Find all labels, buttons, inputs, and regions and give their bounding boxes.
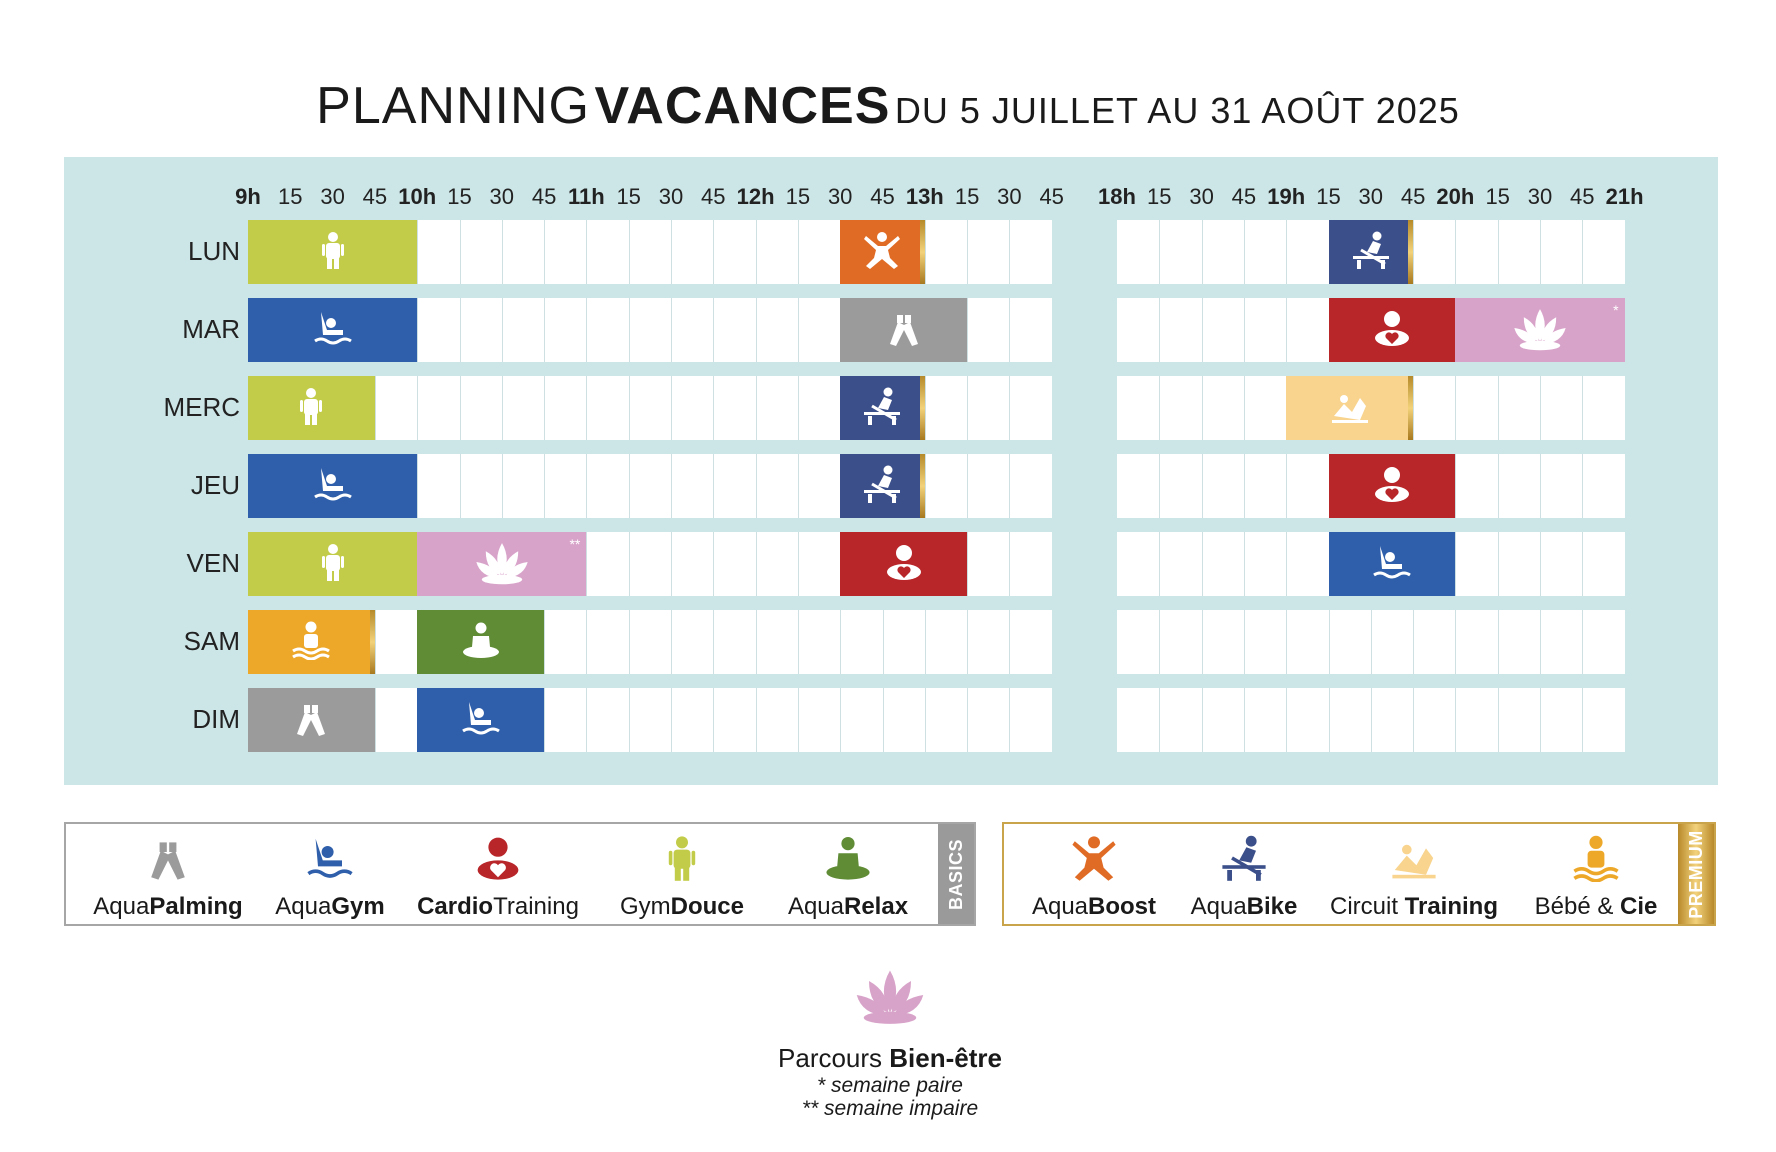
slot-divider	[1009, 688, 1010, 752]
activity-block-gymdouce[interactable]	[248, 376, 375, 440]
activity-block-aquapalming[interactable]	[840, 298, 967, 362]
slot-divider	[1413, 220, 1414, 284]
slot-divider	[1498, 688, 1499, 752]
slot-divider	[671, 298, 672, 362]
baby-icon	[1572, 834, 1620, 887]
time-label: 45	[362, 184, 388, 209]
slot-divider	[1540, 454, 1541, 518]
activity-block-bebecie[interactable]	[248, 610, 375, 674]
activity-block-bienetre[interactable]	[417, 532, 586, 596]
slot-divider	[586, 532, 587, 596]
slot-divider	[756, 220, 757, 284]
slot-divider	[1498, 532, 1499, 596]
bike-icon	[862, 386, 902, 431]
slot-divider	[1540, 688, 1541, 752]
premium-marker	[1408, 376, 1413, 440]
legend-basics	[64, 822, 976, 926]
bike-icon	[862, 464, 902, 509]
slot-divider	[713, 532, 714, 596]
slot-divider	[840, 688, 841, 752]
slot-divider	[967, 610, 968, 674]
slot-divider	[586, 454, 587, 518]
time-label: 30	[1189, 184, 1214, 209]
slot-divider	[544, 376, 545, 440]
slot-divider	[1202, 610, 1203, 674]
heart-person-icon	[1372, 464, 1412, 509]
slot-divider	[1244, 298, 1245, 362]
day-label: LUN	[187, 236, 240, 266]
slot-divider	[1498, 454, 1499, 518]
slot-divider	[460, 454, 461, 518]
slot-divider	[1202, 298, 1203, 362]
slot-divider	[544, 610, 545, 674]
slot-divider	[671, 688, 672, 752]
slot-divider	[1286, 298, 1287, 362]
legend-label: AquaBike	[1190, 893, 1298, 920]
legend-bien-etre	[700, 960, 1080, 1120]
slot-divider	[502, 298, 503, 362]
time-label: 30	[1358, 184, 1384, 209]
slot-divider	[1582, 454, 1583, 518]
title-part3: DU 5 JUILLET AU 31 AOÛT 2025	[894, 90, 1460, 131]
premium-marker	[920, 220, 925, 284]
slot-divider	[798, 376, 799, 440]
swimmer-icon	[461, 698, 501, 743]
slot-divider	[629, 454, 630, 518]
slot-divider	[925, 220, 926, 284]
time-label: 30	[997, 184, 1022, 209]
slot-divider	[713, 298, 714, 362]
legend-item	[1329, 834, 1499, 922]
title-part1: PLANNING	[316, 77, 590, 135]
day-label: MERC	[163, 392, 240, 422]
circuit-icon	[1330, 386, 1370, 431]
slot-divider	[1286, 454, 1287, 518]
slot-divider	[1582, 688, 1583, 752]
time-label: 15	[1316, 184, 1341, 209]
time-label: 15	[1485, 184, 1510, 209]
slot-divider	[798, 220, 799, 284]
time-label: 45	[1570, 184, 1595, 209]
time-label: 21h	[1605, 184, 1644, 209]
slot-divider	[1286, 532, 1287, 596]
time-label: 45	[531, 184, 557, 209]
activity-block-aquagym[interactable]	[1329, 532, 1456, 596]
slot-divider	[1455, 688, 1456, 752]
time-label: 15	[278, 184, 303, 209]
premium-marker	[920, 454, 925, 518]
week-mark: **	[569, 536, 581, 552]
time-label: 30	[489, 184, 515, 209]
slot-divider	[756, 688, 757, 752]
slot-divider	[671, 376, 672, 440]
slot-divider	[460, 298, 461, 362]
slot-divider	[1202, 532, 1203, 596]
time-label: 10h	[398, 184, 437, 209]
lotus-icon	[475, 535, 529, 594]
slot-divider	[756, 298, 757, 362]
heart-person-icon	[474, 834, 522, 887]
slot-divider	[586, 298, 587, 362]
week-mark: *	[1613, 302, 1619, 318]
slot-divider	[1329, 610, 1330, 674]
slot-divider	[1582, 376, 1583, 440]
slot-divider	[417, 298, 418, 362]
slot-divider	[798, 532, 799, 596]
slot-divider	[1286, 220, 1287, 284]
slot-divider	[1540, 532, 1541, 596]
activity-block-aquagym[interactable]	[248, 454, 417, 518]
slot-divider	[756, 454, 757, 518]
legend-label: GymDouce	[619, 893, 745, 920]
activity-block-cardiotraining[interactable]	[1329, 454, 1456, 518]
slot-divider	[1202, 220, 1203, 284]
swimmer-icon	[313, 308, 353, 353]
slot-divider	[671, 220, 672, 284]
title-part2: VACANCES	[594, 77, 891, 135]
slot-divider	[713, 376, 714, 440]
slot-divider	[1540, 610, 1541, 674]
legend-label: Bébé & Cie	[1534, 893, 1658, 920]
lotus-icon	[1513, 301, 1567, 360]
time-label: 30	[320, 184, 345, 209]
slot-divider	[586, 220, 587, 284]
slot-divider	[1286, 610, 1287, 674]
slot-divider	[460, 220, 461, 284]
note-odd-week: ** semaine impaire	[801, 1097, 979, 1120]
activity-block-gymdouce[interactable]	[248, 220, 417, 284]
legend-label: AquaGym	[275, 893, 385, 920]
slot-divider	[1244, 454, 1245, 518]
lotus-icon	[700, 960, 1080, 1035]
flippers-icon	[144, 834, 192, 887]
slot-divider	[375, 688, 376, 752]
slot-divider	[1244, 610, 1245, 674]
time-label: 15	[785, 184, 811, 209]
slot-divider	[502, 220, 503, 284]
time-label: 45	[870, 184, 895, 209]
day-label: JEU	[190, 470, 240, 500]
circuit-icon	[1390, 834, 1438, 887]
slot-divider	[671, 532, 672, 596]
slot-divider	[798, 454, 799, 518]
slot-divider	[1159, 376, 1160, 440]
slot-divider	[1244, 220, 1245, 284]
slot-divider	[502, 454, 503, 518]
activity-block-aquabike[interactable]	[1329, 220, 1414, 284]
activity-block-gymdouce[interactable]	[248, 532, 417, 596]
legend-label: AquaBoost	[1031, 893, 1157, 920]
time-label: 9h	[235, 184, 261, 209]
slot-divider	[967, 298, 968, 362]
slot-divider	[671, 610, 672, 674]
slot-divider	[713, 220, 714, 284]
person-icon	[291, 386, 331, 431]
activity-block-aquagym[interactable]	[248, 298, 417, 362]
legend-label: CardioTraining	[417, 893, 579, 920]
activity-block-aquagym[interactable]	[417, 688, 544, 752]
slot-divider	[713, 454, 714, 518]
day-label: DIM	[192, 704, 240, 734]
activity-block-circuittraining[interactable]	[1286, 376, 1413, 440]
slot-divider	[417, 376, 418, 440]
slot-divider	[798, 610, 799, 674]
legend-item	[83, 834, 253, 922]
time-label: 30	[827, 184, 853, 209]
time-label: 45	[701, 184, 726, 209]
slot-divider	[1371, 610, 1372, 674]
legend-item	[413, 834, 583, 922]
page-title	[0, 76, 1776, 136]
slot-divider	[1540, 220, 1541, 284]
heart-person-icon	[884, 542, 924, 587]
schedule-row-evening	[1117, 688, 1625, 752]
person-icon	[658, 834, 706, 887]
slot-divider	[798, 688, 799, 752]
slot-divider	[967, 688, 968, 752]
bien-etre-label: Parcours Bien-être	[778, 1043, 1002, 1073]
premium-side-label: PREMIUM	[1678, 824, 1714, 924]
slot-divider	[756, 532, 757, 596]
schedule-row-evening	[1117, 610, 1625, 674]
slot-divider	[1455, 454, 1456, 518]
slot-divider	[1244, 376, 1245, 440]
time-label: 45	[1400, 184, 1426, 209]
slot-divider	[1202, 454, 1203, 518]
time-label: 15	[1147, 184, 1172, 209]
slot-divider	[840, 610, 841, 674]
day-label: MAR	[182, 314, 240, 344]
swimmer-icon	[306, 834, 354, 887]
flippers-icon	[291, 698, 331, 743]
slot-divider	[629, 532, 630, 596]
slot-divider	[1159, 298, 1160, 362]
legend-item	[1009, 834, 1179, 922]
premium-marker	[1408, 220, 1413, 284]
activity-block-aquabike[interactable]	[840, 376, 925, 440]
slot-divider	[544, 454, 545, 518]
slot-divider	[1202, 688, 1203, 752]
legend-label: AquaPalming	[93, 893, 243, 920]
activity-block-bienetre[interactable]	[1455, 298, 1624, 362]
time-label: 45	[1231, 184, 1257, 209]
time-label: 30	[658, 184, 684, 209]
slot-divider	[375, 610, 376, 674]
legend-premium	[1002, 822, 1716, 926]
jump-icon	[1070, 834, 1118, 887]
slot-divider	[713, 688, 714, 752]
meditation-icon	[461, 620, 501, 665]
slot-divider	[925, 688, 926, 752]
bike-icon	[1220, 834, 1268, 887]
slot-divider	[1009, 376, 1010, 440]
slot-divider	[629, 688, 630, 752]
slot-divider	[1498, 376, 1499, 440]
baby-icon	[291, 620, 331, 665]
slot-divider	[1009, 298, 1010, 362]
slot-divider	[967, 376, 968, 440]
slot-divider	[417, 220, 418, 284]
basics-side-label: BASICS	[938, 824, 974, 924]
slot-divider	[1582, 532, 1583, 596]
slot-divider	[1455, 220, 1456, 284]
slot-divider	[586, 376, 587, 440]
slot-divider	[1540, 376, 1541, 440]
bike-icon	[1351, 230, 1391, 275]
time-label: 15	[447, 184, 472, 209]
time-label: 18h	[1098, 184, 1136, 209]
slot-divider	[1159, 454, 1160, 518]
legend-item	[1159, 834, 1329, 922]
meditation-icon	[824, 834, 872, 887]
time-label: 15	[616, 184, 641, 209]
legend-label: Circuit Training	[1329, 893, 1498, 920]
flippers-icon	[884, 308, 924, 353]
slot-divider	[586, 610, 587, 674]
slot-divider	[1202, 376, 1203, 440]
slot-divider	[883, 610, 884, 674]
slot-divider	[1159, 610, 1160, 674]
activity-block-aquarelax[interactable]	[417, 610, 544, 674]
premium-marker	[370, 610, 375, 674]
day-label: SAM	[183, 626, 240, 656]
slot-divider	[1498, 610, 1499, 674]
slot-divider	[544, 688, 545, 752]
slot-divider	[1413, 688, 1414, 752]
swimmer-icon	[1372, 542, 1412, 587]
day-label: VEN	[186, 548, 240, 578]
slot-divider	[1009, 454, 1010, 518]
time-label: 30	[1527, 184, 1553, 209]
time-label: 11h	[568, 184, 605, 209]
time-label: 12h	[736, 184, 775, 209]
time-label: 19h	[1267, 184, 1306, 209]
slot-divider	[756, 376, 757, 440]
slot-divider	[544, 220, 545, 284]
slot-divider	[1009, 220, 1010, 284]
note-even-week: * semaine paire	[817, 1074, 963, 1097]
slot-divider	[967, 454, 968, 518]
slot-divider	[1009, 610, 1010, 674]
legend-label: AquaRelax	[787, 893, 909, 920]
slot-divider	[967, 532, 968, 596]
swimmer-icon	[313, 464, 353, 509]
slot-divider	[1329, 688, 1330, 752]
legend-item	[763, 834, 933, 922]
person-icon	[313, 230, 353, 275]
slot-divider	[629, 610, 630, 674]
slot-divider	[1159, 220, 1160, 284]
person-icon	[313, 542, 353, 587]
slot-divider	[1498, 220, 1499, 284]
slot-divider	[1286, 688, 1287, 752]
premium-marker	[920, 376, 925, 440]
slot-divider	[925, 454, 926, 518]
slot-divider	[629, 376, 630, 440]
slot-divider	[1455, 376, 1456, 440]
slot-divider	[1413, 610, 1414, 674]
slot-divider	[1455, 532, 1456, 596]
slot-divider	[1371, 688, 1372, 752]
slot-divider	[967, 220, 968, 284]
slot-divider	[925, 376, 926, 440]
time-label: 13h	[905, 184, 944, 209]
slot-divider	[756, 610, 757, 674]
slot-divider	[1582, 220, 1583, 284]
slot-divider	[1159, 532, 1160, 596]
slot-divider	[1159, 688, 1160, 752]
activity-block-cardiotraining[interactable]	[840, 532, 967, 596]
slot-divider	[798, 298, 799, 362]
time-label: 45	[1039, 184, 1064, 209]
slot-divider	[629, 220, 630, 284]
slot-divider	[925, 610, 926, 674]
slot-divider	[1582, 610, 1583, 674]
slot-divider	[629, 298, 630, 362]
slot-divider	[375, 376, 376, 440]
slot-divider	[1413, 376, 1414, 440]
slot-divider	[460, 376, 461, 440]
activity-block-aquapalming[interactable]	[248, 688, 375, 752]
heart-person-icon	[1372, 308, 1412, 353]
legend-item	[1511, 834, 1681, 922]
slot-divider	[544, 298, 545, 362]
slot-divider	[1244, 688, 1245, 752]
slot-divider	[713, 610, 714, 674]
slot-divider	[883, 688, 884, 752]
activity-block-cardiotraining[interactable]	[1329, 298, 1456, 362]
slot-divider	[1455, 610, 1456, 674]
slot-divider	[1009, 532, 1010, 596]
time-label: 15	[954, 184, 980, 209]
activity-block-aquabike[interactable]	[840, 454, 925, 518]
activity-block-aquaboost[interactable]	[840, 220, 925, 284]
legend-item	[245, 834, 415, 922]
slot-divider	[502, 376, 503, 440]
jump-icon	[862, 230, 902, 275]
slot-divider	[1244, 532, 1245, 596]
time-label: 20h	[1436, 184, 1475, 209]
slot-divider	[586, 688, 587, 752]
slot-divider	[671, 454, 672, 518]
legend-item	[597, 834, 767, 922]
slot-divider	[417, 454, 418, 518]
